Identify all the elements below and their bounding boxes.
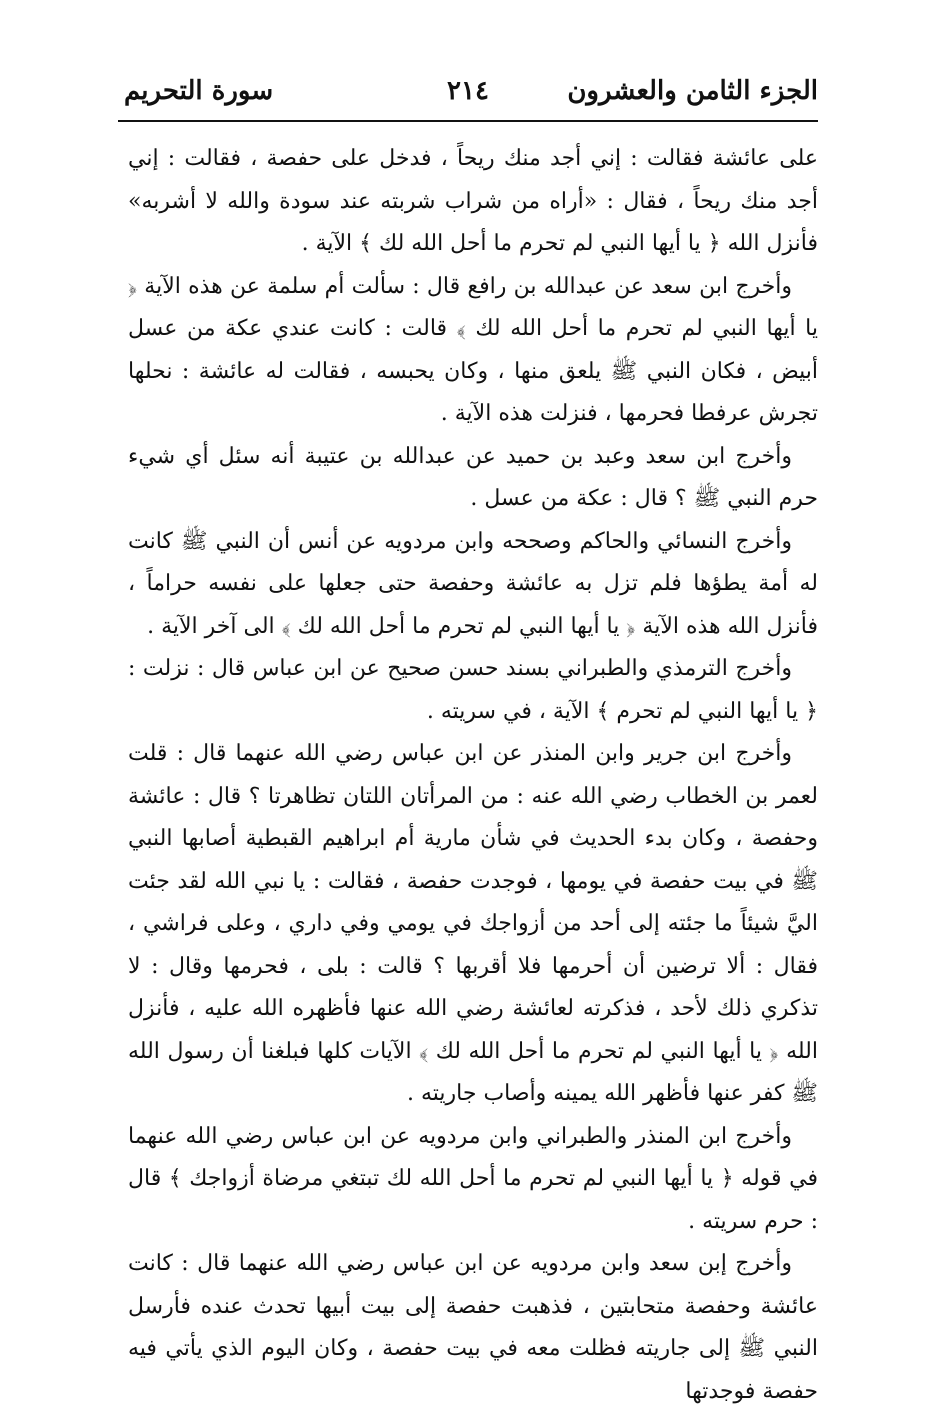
paragraph-1: على عائشة فقالت : إني أجد منك ريحاً ، فدخل على حفصة ، فقالت : إني أجد منك ريحاً ، فقال : «أراه من شراب شربته عند سودة والله لا أشربه» فأنزل الله ﴿ يا أيها النبي لم تحرم ما أحل الله لك ﴾ الآية .	[128, 146, 818, 256]
page-number: ٢١٤	[447, 76, 489, 106]
paragraph-5: وأخرج الترمذي والطبراني بسند حسن صحيح عن ابن عباس قال : نزلت : ﴿ يا أيها النبي لم تحرم ﴾ الآية ، في سريته .	[128, 656, 818, 724]
paragraph-2: وأخرج ابن سعد عن عبدالله بن رافع قال : سألت أم سلمة عن هذه الآية ﴿ يا أيها النبي لم تحرم ما أحل الله لك ﴾ قالت : كانت عندي عكة من عسل أبيض ، فكان النبي ﷺ يلعق منها ، وكان يحبسه ، فقالت له عائشة : نحلها تجرش عرفطا فحرمها ، فنزلت هذه الآية .	[128, 273, 818, 426]
page-body	[128, 138, 818, 1413]
paragraph-7: وأخرج ابن المنذر والطبراني وابن مردويه عن ابن عباس رضي الله عنهما في قوله ﴿ يا أيها النبي لم تحرم ما أحل الله لك تبتغي مرضاة أزواجك ﴾ قال : حرم سريته .	[128, 1123, 818, 1234]
header-divider	[118, 120, 818, 122]
paragraph-4: وأخرج النسائي والحاكم وصححه وابن مردويه عن أنس أن النبي ﷺ كانت له أمة يطؤها فلم تزل به عائشة وحفصة حتى جعلها على نفسه حراماً ، فأنزل الله هذه الآية ﴿ يا أيها النبي لم تحرم ما أحل الله لك ﴾ الى آخر الآية .	[128, 528, 818, 639]
part-title: الجزء الثامن والعشرون	[567, 76, 818, 106]
paragraph-6: وأخرج ابن جرير وابن المنذر عن ابن عباس رضي الله عنهما قال : قلت لعمر بن الخطاب رضي الله عنه : من المرأتان اللتان تظاهرتا ؟ قال : عائشة وحفصة ، وكان بدء الحديث في شأن مارية أم ابراهيم القبطية أصابها النبي ﷺ في بيت حفصة في يومها ، فوجدت حفصة ، فقالت : يا نبي الله لقد جئت اليَّ شيئاً ما جئته إلى أحد من أزواجك في يومي وفي داري ، وعلى فراشي ، فقال : ألا ترضين أن أحرمها فلا أقربها ؟ قالت : بلى ، فحرمها وقال : لا تذكري ذلك لأحد ، فذكرته لعائشة رضي الله عنها فأظهره الله عليه ، فأنزل الله ﴿ يا أيها النبي لم تحرم ما أحل الله لك ﴾ الآيات كلها فبلغنا أن رسول الله ﷺ كفر عنها فأظهر الله يمينه وأصاب جاريته .	[128, 741, 818, 1106]
paragraph-3: وأخرج ابن سعد وعبد بن حميد عن عبدالله بن عتيبة أنه سئل أي شيء حرم النبي ﷺ ؟ قال : عكة من عسل .	[128, 443, 818, 511]
surah-title: سورة التحريم	[124, 76, 274, 106]
page-header	[118, 70, 818, 116]
paragraph-8: وأخرج إبن سعد وابن مردويه عن ابن عباس رضي الله عنهما قال : كانت عائشة وحفصة متحابتين ، فذهبت حفصة إلى بيت أبيها تحدث عنده فأرسل النبي ﷺ إلى جاريته فظلت معه في بيت حفصة ، وكان اليوم الذي يأتي فيه حفصة فوجدتها	[128, 1251, 818, 1404]
